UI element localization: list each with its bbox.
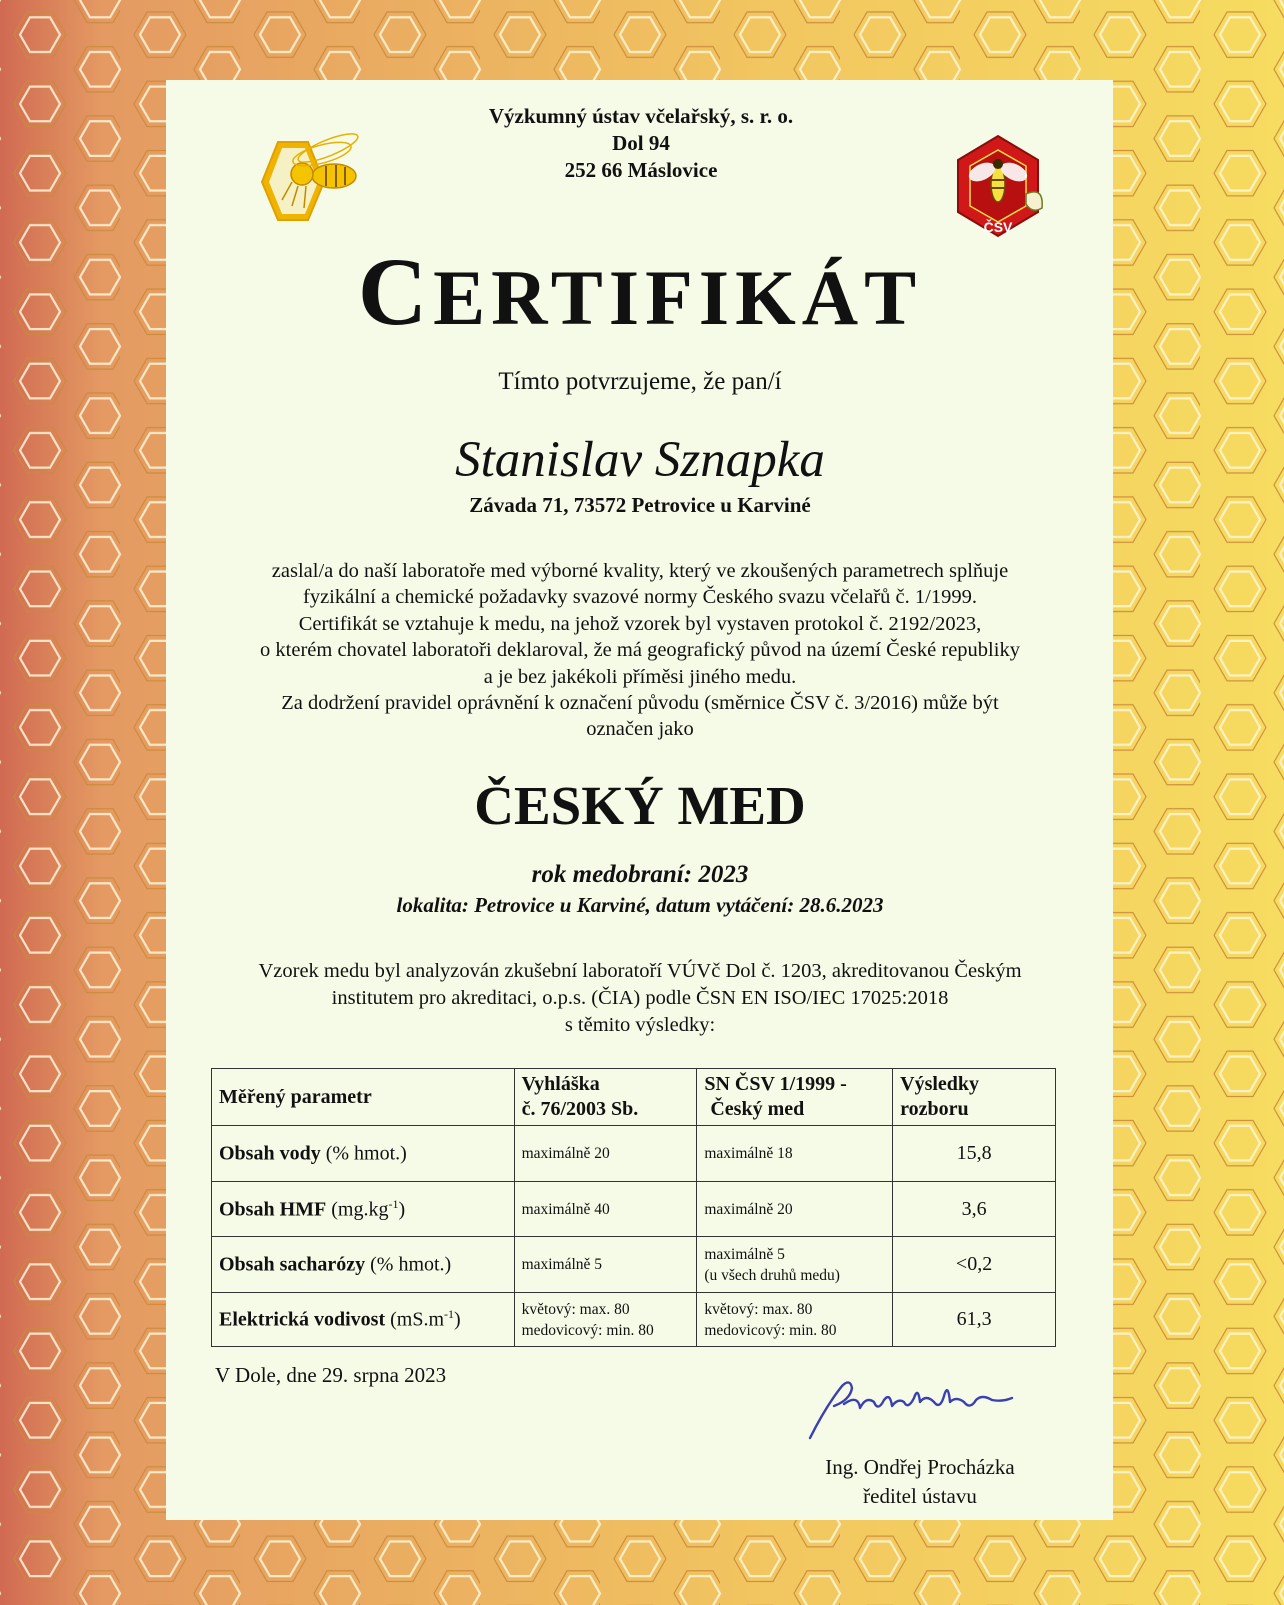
analysis-line: Vzorek medu byl analyzován zkušební laboratoří VÚVč Dol č. 1203, akreditovanou Českým [258,960,1022,982]
row-param: Elektrická vodivost $(mS.m^{-1})$ [212,1293,515,1347]
recipient-name: Stanislav Sznapka [455,432,825,488]
row-decree: květový: max. 80 medovicový: min. 80 [514,1293,697,1347]
signer-block [770,1453,1070,1511]
certificate-body [170,558,1110,743]
table-row [212,1126,1056,1182]
header-result: Výsledky rozboru [893,1069,1056,1126]
signature-icon [806,1372,1026,1452]
row-result: 3,6 [893,1182,1056,1237]
locality: lokalita: Petrovice u Karviné, datum vytáčení: 28.6.2023 [396,893,884,917]
row-result: 61,3 [893,1293,1056,1347]
body-line: označen jako [586,718,694,741]
row-norm: maximálně 5 (u všech druhů medu) [697,1237,893,1293]
header-param: Měřený parametr [212,1069,515,1126]
body-line: a je bez jakékoli příměsi jiného medu. [483,665,797,688]
row-result: <0,2 [893,1237,1056,1293]
date-line: V Dole, dne 29. srpna 2023 [215,1363,447,1387]
certificate-title [290,238,990,348]
row-norm: maximálně 18 [697,1126,893,1182]
row-param: Obsah vody (% hmot.) [212,1126,515,1182]
institute-street: Dol 94 [612,131,670,155]
title-rest: ERTIFIKÁT [433,254,923,341]
table-row [212,1293,1056,1347]
analysis-text [170,958,1110,1039]
signer-name: Ing. Ondřej Procházka [825,1455,1015,1479]
table-header-row [212,1069,1056,1126]
body-line: Za dodržení pravidel oprávnění k označení původu (směrnice ČSV č. 3/2016) může být [281,692,999,715]
title-initial: C [357,238,434,345]
recipient-address: Závada 71, 73572 Petrovice u Karviné [469,493,811,517]
institute-city: 252 66 Máslovice [564,158,718,182]
analysis-line: s těmito výsledky: [564,1014,716,1036]
body-line: zaslal/a do naší laboratoře med výborné kvality, který ve zkoušených parametrech splňuje [271,560,1009,582]
row-norm: květový: max. 80 medovicový: min. 80 [697,1293,893,1347]
honey-label: ČESKÝ MED [474,775,806,836]
institute-header [366,103,916,184]
row-decree: maximálně 40 [514,1182,697,1237]
csv-logo-icon [948,132,1048,244]
row-norm: maximálně 20 [697,1182,893,1237]
csv-logo-text: ČSV [983,219,1013,235]
institute-name: Výzkumný ústav včelařský, s. r. o. [488,104,794,128]
body-line: Certifikát se vztahuje k medu, na jehož vzorek byl vystaven protokol č. 2192/2023, [298,612,982,635]
signer-role: ředitel ústavu [863,1484,977,1508]
row-param: Obsah HMF $(mg.kg^{-1})$ [212,1182,515,1237]
body-line: o kterém chovatel laboratoři deklaroval, že má geografický původ na území České republiky [260,639,1020,662]
row-decree: maximálně 20 [514,1126,697,1182]
analysis-line: institutem pro akreditaci, o.p.s. (ČIA) podle ČSN EN ISO/IEC 17025:2018 [331,987,949,1009]
results-table [211,1068,1056,1347]
body-line: fyzikální a chemické požadavky svazové normy Českého svazu včelařů č. 1/1999. [303,586,977,609]
confirm-text: Tímto potvrzujeme, že pan/í [498,368,782,395]
row-result: 15,8 [893,1126,1056,1182]
bee-logo-icon [248,132,364,240]
header-norm: SN ČSV 1/1999 - Český med [697,1069,893,1126]
row-decree: maximálně 5 [514,1237,697,1293]
header-decree: Vyhláška č. 76/2003 Sb. [514,1069,697,1126]
row-param: Obsah sacharózy (% hmot.) [212,1237,515,1293]
harvest-year: rok medobraní: 2023 [531,861,749,888]
table-row [212,1237,1056,1293]
table-row [212,1182,1056,1237]
